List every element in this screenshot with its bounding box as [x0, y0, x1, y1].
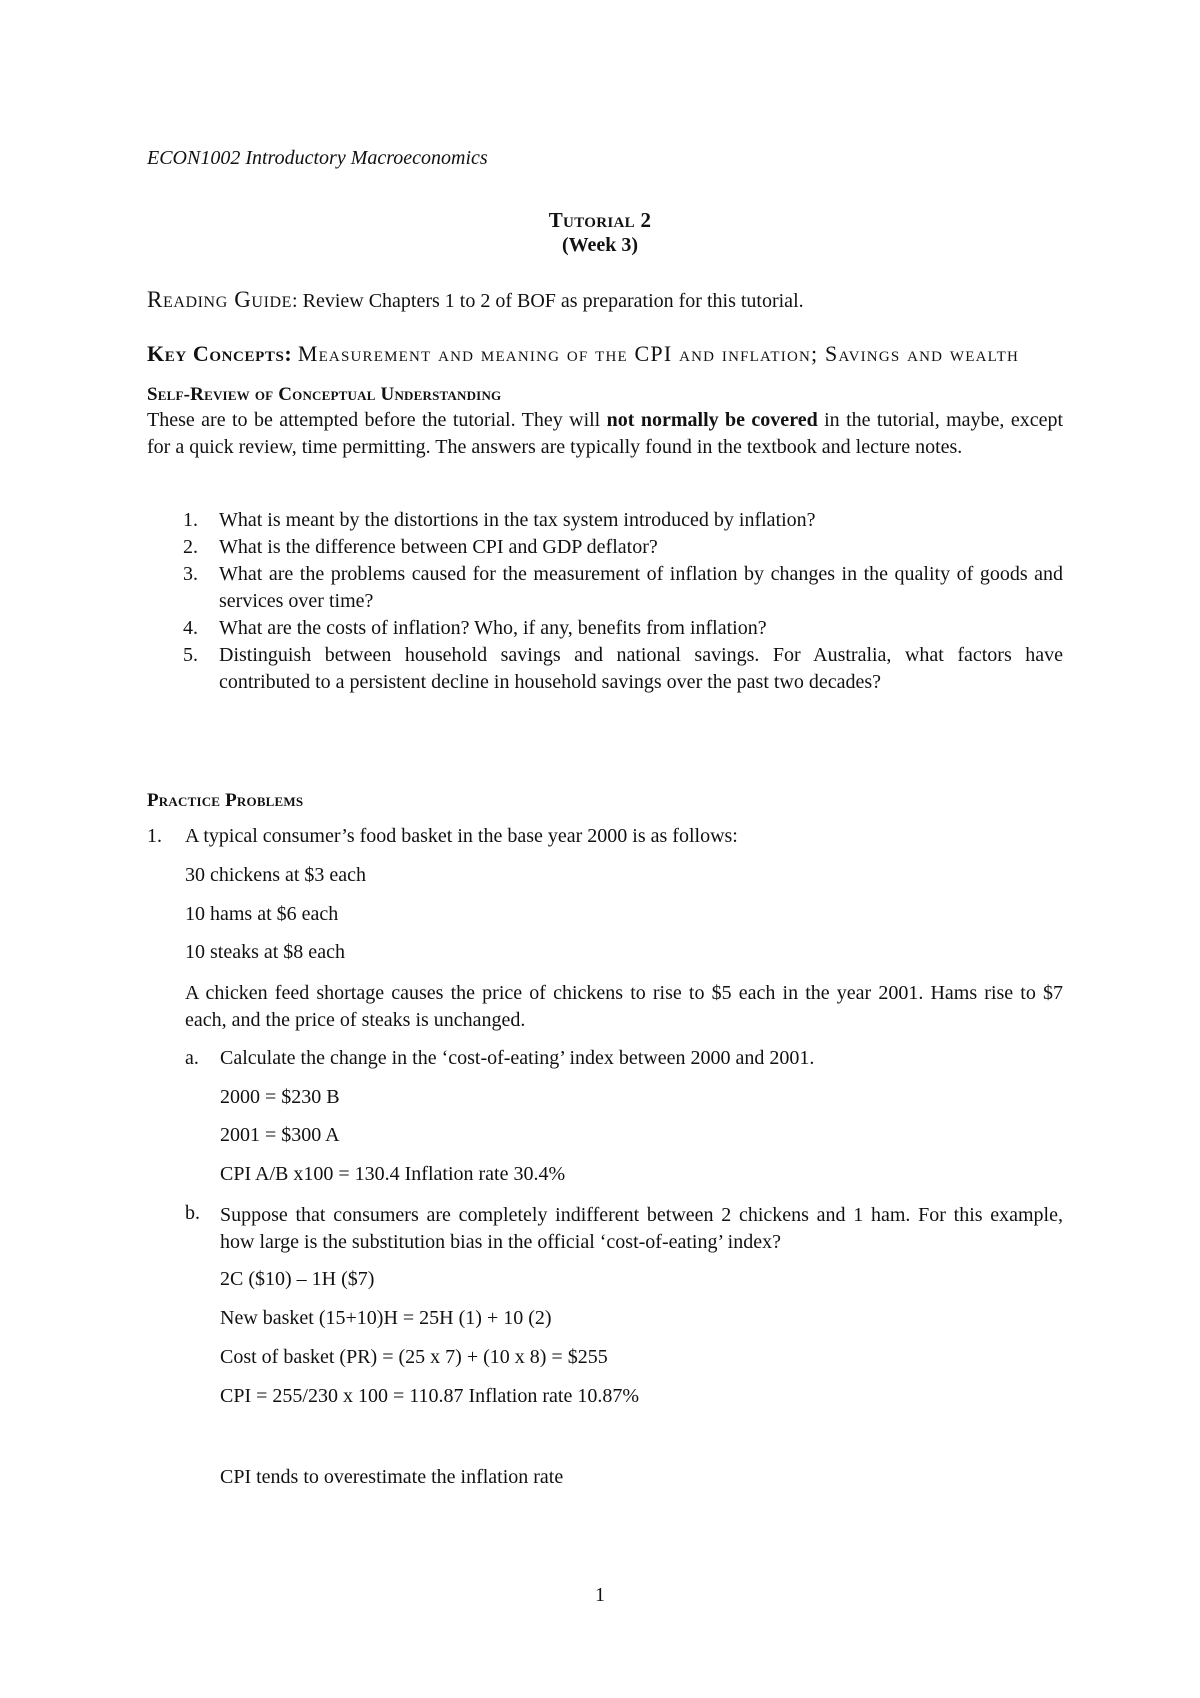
list-item: 5. Distinguish between household savings and national savings. For Australia, what factors have contributed to a persistent decline in household savings over the past two decades?	[183, 644, 1063, 693]
list-item: 2. What is the difference between CPI and GDP deflator?	[183, 536, 658, 558]
key-concepts-text: Measurement and meaning of the CPI and inflation; Savings and wealth	[297, 341, 1020, 366]
part-b-question: Suppose that consumers are completely indifferent between 2 chickens and 1 ham. For this example, how large is the substitution bias in the official ‘cost-of-eating’ index?	[220, 1204, 1063, 1253]
part-b-answer: New basket (15+10)H = 25H (1) + 10 (2)	[220, 1307, 552, 1329]
self-review-questions	[147, 507, 1063, 696]
reading-guide	[147, 287, 804, 313]
part-b-answer: 2C ($10) – 1H ($7)	[220, 1268, 375, 1290]
list-item: 1. What is meant by the distortions in the tax system introduced by inflation?	[183, 509, 816, 531]
reading-guide-text: : Review Chapters 1 to 2 of BOF as preparation for this tutorial.	[292, 290, 804, 312]
part-a-answer: CPI A/B x100 = 130.4 Inflation rate 30.4%	[220, 1163, 566, 1185]
page-number: 1	[595, 1584, 605, 1606]
basket-item: 10 hams at $6 each	[185, 903, 339, 925]
tutorial-week: (Week 3)	[561, 234, 639, 256]
problem-scenario: A chicken feed shortage causes the price of chickens to rise to $5 each in the year 2001. Hams rise to $7 each, and the price of steaks is unchanged.	[185, 982, 1063, 1031]
course-title: ECON1002 Introductory Macroeconomics	[147, 147, 488, 169]
part-a-answer: 2001 = $300 A	[220, 1124, 340, 1146]
reading-guide-label: Reading Guide	[147, 287, 293, 312]
basket-item: 30 chickens at $3 each	[185, 864, 367, 886]
key-concepts-label: Key Concepts:	[147, 341, 293, 366]
tutorial-title: Tutorial 2	[548, 208, 652, 232]
list-item: 3. What are the problems caused for the measurement of inflation by changes in the quality of goods and services over time?	[183, 563, 1063, 612]
part-a-label: a.	[185, 1047, 199, 1069]
basket-item: 10 steaks at $8 each	[185, 941, 345, 963]
practice-problems-heading: Practice Problems	[147, 790, 304, 811]
self-review-heading: Self-Review of Conceptual Understanding	[147, 384, 502, 405]
part-b-answer: Cost of basket (PR) = (25 x 7) + (10 x 8) = $255	[220, 1346, 608, 1368]
part-a-question: Calculate the change in the ‘cost-of-eating’ index between 2000 and 2001.	[220, 1047, 815, 1069]
part-b-answer: CPI = 255/230 x 100 = 110.87 Inflation rate 10.87%	[220, 1385, 639, 1407]
self-review-intro: These are to be attempted before the tutorial. They will not normally be covered in the tutorial, maybe, except for a quick review, time permitting. The answers are typically found in the textbook and lecture notes.	[147, 409, 1064, 458]
problem-number: 1.	[147, 825, 162, 847]
part-b-label: b.	[185, 1202, 200, 1224]
problem-intro: A typical consumer’s food basket in the base year 2000 is as follows:	[185, 825, 738, 847]
part-b-conclusion: CPI tends to overestimate the inflation rate	[220, 1466, 564, 1488]
key-concepts	[147, 340, 1063, 368]
emphasis-not-covered: not normally be covered	[606, 409, 818, 431]
part-a-answer: 2000 = $230 B	[220, 1086, 340, 1108]
list-item: 4. What are the costs of inflation? Who, if any, benefits from inflation?	[183, 617, 767, 639]
